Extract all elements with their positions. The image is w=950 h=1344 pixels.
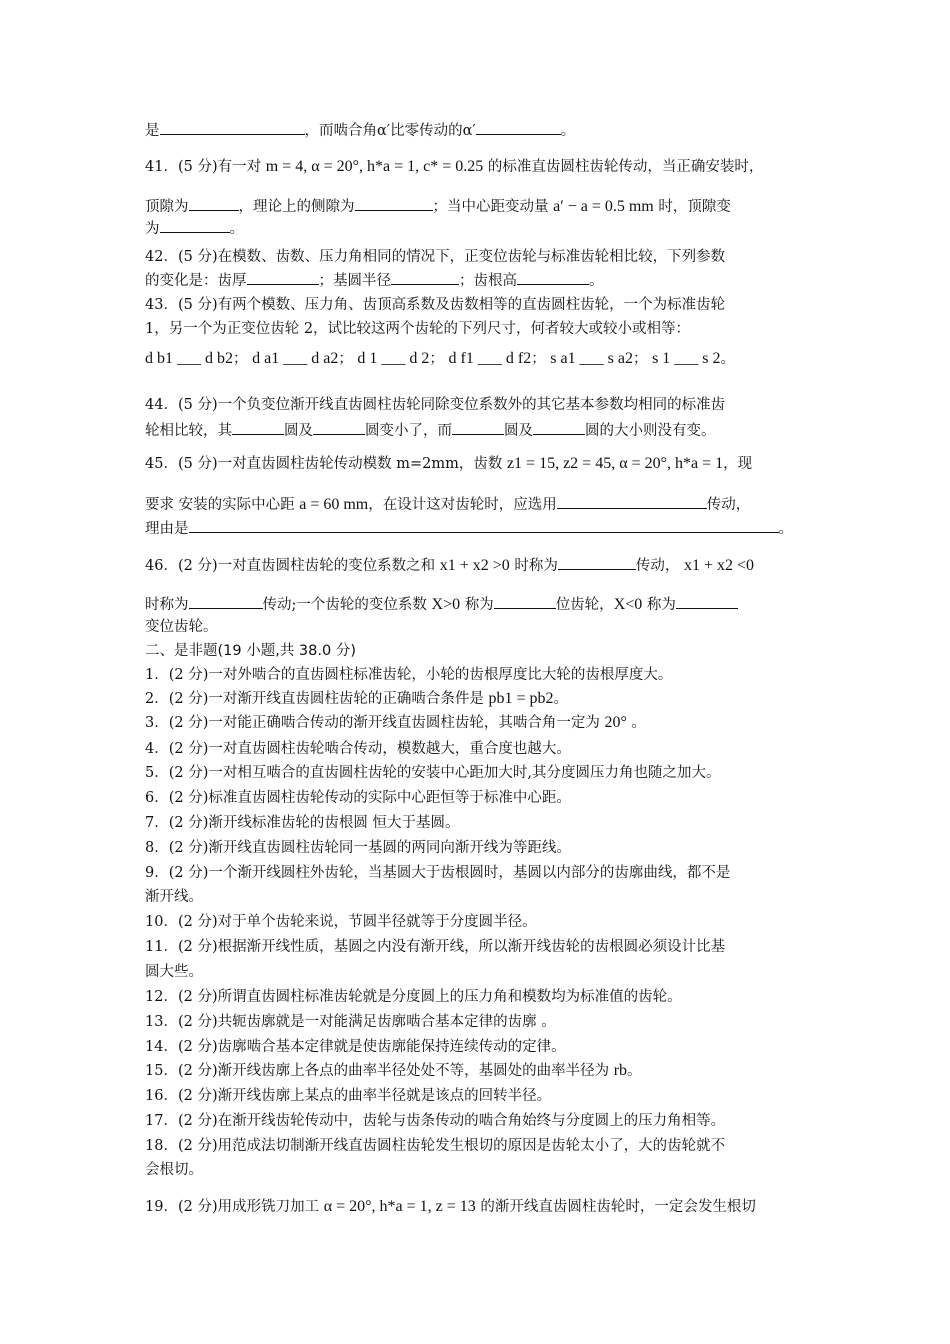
q42-line1: 42．(5 分)在模数、齿数、压力角相同的情况下，正变位齿轮与标准齿轮相比较，下列参数 bbox=[145, 249, 726, 265]
compare-pair: d a1 ___ d a2 bbox=[252, 350, 339, 367]
q43-line2: 1，另一个为正变位齿轮 2，试比较这两个齿轮的下列尺寸，何者较大或较小或相等： bbox=[145, 321, 691, 337]
tf-item: 14．(2 分)齿廓啮合基本定律就是使齿廓能保持连续传动的定律。 bbox=[145, 1039, 566, 1055]
tf-item: 10．(2 分)对于单个齿轮来说，节圆半径就等于分度圆半径。 bbox=[145, 914, 537, 930]
answer-blank[interactable] bbox=[247, 270, 319, 285]
compare-pair: d 1 ___ d 2 bbox=[357, 350, 430, 367]
answer-blank[interactable] bbox=[160, 218, 230, 233]
answer-blank[interactable] bbox=[452, 420, 504, 435]
tf-item: 2．(2 分)一对渐开线直齿圆柱齿轮的正确啮合条件是 pb1 = pb2。 bbox=[145, 690, 569, 707]
q46-cond1: x1 + x2 >0 bbox=[439, 557, 510, 574]
tf-item: 12．(2 分)所谓直齿圆柱标准齿轮就是分度圆上的压力角和模数均为标准值的齿轮。 bbox=[145, 989, 682, 1005]
answer-blank[interactable] bbox=[160, 120, 305, 135]
answer-blank[interactable] bbox=[476, 120, 561, 135]
compare-pair: s 1 ___ s 2 bbox=[652, 350, 721, 367]
answer-blank[interactable] bbox=[558, 555, 636, 570]
answer-blank[interactable] bbox=[676, 594, 738, 609]
q45-line1: 45．(5 分)一对直齿圆柱齿轮传动模数 m=2mm，齿数 z1 = 15, z2 = 45, α = 20°, h*a = 1，现 bbox=[145, 455, 753, 472]
q46-line3: 变位齿轮。 bbox=[145, 619, 218, 635]
q46-line2: 时称为 传动;一个齿轮的变位系数 X>0 称为 位齿轮，X<0 称为 bbox=[145, 594, 738, 614]
answer-blank[interactable] bbox=[189, 196, 239, 211]
section-title: 二、是非题(19 小题,共 38.0 分) bbox=[145, 643, 356, 659]
answer-blank[interactable] bbox=[232, 420, 284, 435]
tf-item: 5．(2 分)一对相互啮合的直齿圆柱齿轮的安装中心距加大时,其分度圆压力角也随之加大。 bbox=[145, 765, 721, 781]
compare-pair: d b1 ___ d b2 bbox=[145, 350, 233, 367]
q41-line1: 41．(5 分)有一对 m = 4, α = 20°, h*a = 1, c* = 0.25 的标准直齿圆柱齿轮传动，当正确安装时， bbox=[145, 158, 764, 175]
tf-item: 1．(2 分)一对外啮合的直齿圆柱标准齿轮，小轮的齿根厚度比大轮的齿根厚度大。 bbox=[145, 667, 673, 683]
answer-blank[interactable] bbox=[557, 494, 707, 509]
tf-item: 9．(2 分)一个渐开线圆柱外齿轮，当基圆大于齿根圆时，基圆以内部分的齿廓曲线，都不是 bbox=[145, 865, 731, 881]
q43-compare-row: d b1 ___ d b2； d a1 ___ d a2； d 1 ___ d 2； d f1 ___ d f2； s a1 ___ s a2； s 1 ___ s 2。 bbox=[145, 350, 736, 367]
q42-line2: 的变化是：齿厚 ；基圆半径 ；齿根高 。 bbox=[145, 270, 604, 290]
q45-line2: 要求 安装的实际中心距 a = 60 mm，在设计这对齿轮时，应选用 传动， bbox=[145, 496, 751, 513]
q43-line1: 43．(5 分)有两个模数、压力角、齿顶高系数及齿数相等的直齿圆柱齿轮，一个为标准齿轮 bbox=[145, 297, 726, 313]
q46-line1: 46．(2 分)一对直齿圆柱齿轮的变位系数之和 x1 + x2 >0 时称为 传动， x1 + x2 <0 bbox=[145, 557, 755, 574]
tf-item: 16．(2 分)渐开线齿廓上某点的曲率半径就是该点的回转半径。 bbox=[145, 1088, 552, 1104]
tf-item: 13．(2 分)共轭齿廓就是一对能满足齿廓啮合基本定律的齿廓 。 bbox=[145, 1014, 556, 1030]
answer-blank[interactable] bbox=[391, 270, 459, 285]
tf-item: 4．(2 分)一对直齿圆柱齿轮啮合传动，模数越大，重合度也越大。 bbox=[145, 741, 571, 757]
tf-item: 7．(2 分)渐开线标准齿轮的齿根圆 恒大于基圆。 bbox=[145, 815, 460, 831]
q44-line1: 44．(5 分)一个负变位渐开线直齿圆柱齿轮同除变位系数外的其它基本参数均相同的标准齿 bbox=[145, 397, 726, 413]
answer-blank[interactable] bbox=[533, 420, 585, 435]
answer-blank[interactable] bbox=[313, 420, 365, 435]
answer-blank[interactable] bbox=[494, 594, 556, 609]
tf-item: 11．(2 分)根据渐开线性质，基圆之内没有渐开线，所以渐开线齿轮的齿根圆必须设计比基 bbox=[145, 939, 726, 955]
tf-item-cont: 渐开线。 bbox=[145, 889, 203, 905]
tf-item-cont: 会根切。 bbox=[145, 1162, 203, 1178]
tf-item: 17．(2 分)在渐开线齿轮传动中，齿轮与齿条传动的啮合角始终与分度圆上的压力角相等。 bbox=[145, 1113, 726, 1129]
q46-cond2: x1 + x2 <0 bbox=[683, 557, 755, 574]
compare-pair: d f1 ___ d f2 bbox=[448, 350, 532, 367]
q41-formula: m = 4, α = 20°, h*a = 1, c* = 0.25 bbox=[265, 158, 484, 175]
q41-line3: 为 。 bbox=[145, 218, 244, 238]
q41-line2: 顶隙为 ，理论上的侧隙为 ；当中心距变动量 a′ − a = 0.5 mm 时，顶隙变 bbox=[145, 198, 731, 215]
answer-blank[interactable] bbox=[355, 196, 433, 211]
tf-item: 15．(2 分)渐开线齿廓上各点的曲率半径处处不等，基圆处的曲率半径为 rb。 bbox=[145, 1062, 642, 1079]
answer-blank[interactable] bbox=[517, 270, 589, 285]
tf-item: 8．(2 分)渐开线直齿圆柱齿轮同一基圆的两同向渐开线为等距线。 bbox=[145, 840, 571, 856]
q41-formula2: a′ − a = 0.5 mm bbox=[553, 198, 654, 215]
q45-formula2: a = 60 mm bbox=[299, 496, 369, 513]
q40-tail-line: 是 ，而啮合角α′比零传动的α′ 。 bbox=[145, 120, 575, 140]
tf-item: 6．(2 分)标准直齿圆柱齿轮传动的实际中心距恒等于标准中心距。 bbox=[145, 790, 571, 806]
q44-line2: 轮相比较，其 圆及 圆变小了，而 圆及 圆的大小则没有变。 bbox=[145, 420, 716, 440]
answer-blank[interactable] bbox=[189, 518, 779, 533]
tf-item-cont: 圆大些。 bbox=[145, 964, 203, 980]
q45-formula: z1 = 15, z2 = 45, α = 20°, h*a = 1 bbox=[506, 455, 724, 472]
answer-blank[interactable] bbox=[189, 594, 263, 609]
tf-item: 3．(2 分)一对能正确啮合传动的渐开线直齿圆柱齿轮，其啮合角一定为 20° 。 bbox=[145, 714, 646, 731]
compare-pair: s a1 ___ s a2 bbox=[550, 350, 633, 367]
q45-line3: 理由是 。 bbox=[145, 518, 793, 538]
tf-item: 18．(2 分)用范成法切制渐开线直齿圆柱齿轮发生根切的原因是齿轮太小了，大的齿轮就不 bbox=[145, 1138, 726, 1154]
tf-item: 19．(2 分)用成形铣刀加工 α = 20°, h*a = 1, z = 13 的渐开线直齿圆柱齿轮时，一定会发生根切 bbox=[145, 1198, 756, 1215]
